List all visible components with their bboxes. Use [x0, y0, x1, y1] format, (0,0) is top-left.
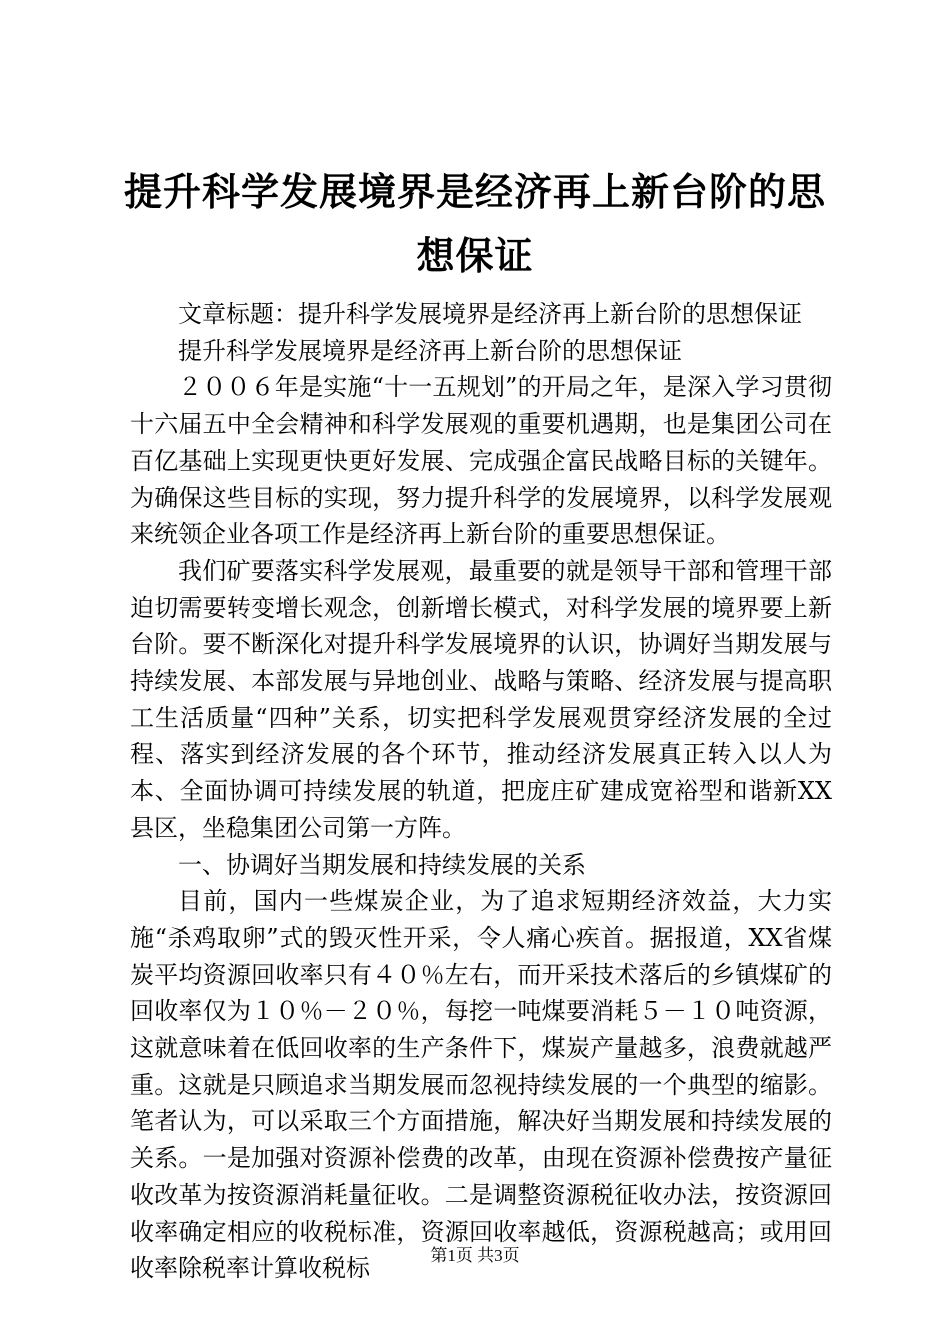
document-body: [130, 296, 832, 1287]
section-heading: 一、协调好当期发展和持续发展的关系: [178, 850, 586, 879]
body-paragraph: 目前，国内一些煤炭企业，为了追求短期经济效益，大力实施“杀鸡取卵”式的毁灭性开采，令人痛心疾首。据报道，XX省煤炭平均资源回收率只有４０％左右，而开采技术落后的乡镇煤矿的回收率仅为１０％－２０％，每挖一吨煤要消耗５－１０吨资源，这就意味着在低回收率的生产条件下，煤炭产量越多，浪费就越严重。这就是只顾追求当期发展而忽视持续发展的一个典型的缩影。笔者认为，可以采取三个方面措施，解决好当期发展和持续发展的关系。一是加强对资源补偿费的改革，由现在资源补偿费按产量征收改革为按资源消耗量征收。二是调整资源税征收办法，按资源回收率确定相应的收税标准，资源回收率越低，资源税越高；或用回收率除税率计算收税标: [130, 887, 832, 1283]
document-title: 提升科学发展境界是经济再上新台阶的思想保证: [123, 169, 826, 278]
body-paragraph: 我们矿要落实科学发展观，最重要的就是领导干部和管理干部迫切需要转变增长观念，创新增长模式，对科学发展的境界要上新台阶。要不断深化对提升科学发展境界的认识，协调好当期发展与持续发展、本部发展与异地创业、战略与策略、经济发展与提高职工生活质量“四种”关系，切实把科学发展观贯穿经济发展的全过程、落实到经济发展的各个环节，推动经济发展真正转入以人为本、全面协调可持续发展的轨道，把庞庄矿建成宽裕型和谐新XX县区，坐稳集团公司第一方阵。: [130, 556, 832, 842]
article-title-line: 文章标题：提升科学发展境界是经济再上新台阶的思想保证: [178, 300, 802, 328]
subtitle-line: 提升科学发展境界是经济再上新台阶的思想保证: [178, 336, 682, 365]
page-number-footer: 第1页 共3页: [430, 1246, 520, 1265]
body-paragraph: ２００６年是实施“十一五规划”的开局之年，是深入学习贯彻十六届五中全会精神和科学发展观的重要机遇期，也是集团公司在百亿基础上实现更快更好发展、完成强企富民战略目标的关键年。为确保这些目标的实现，努力提升科学的发展境界，以科学发展观来统领企业各项工作是经济再上新台阶的重要思想保证。: [130, 373, 832, 549]
